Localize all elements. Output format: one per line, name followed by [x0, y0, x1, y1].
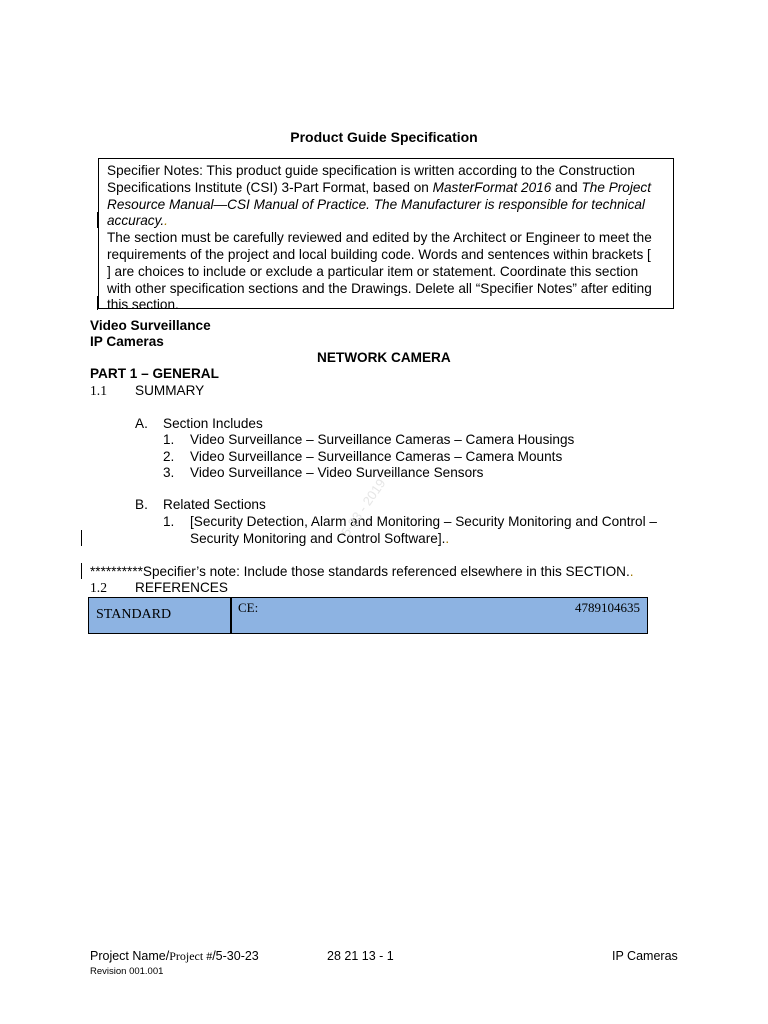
paragraph-letter: A.	[135, 416, 148, 431]
paragraph-title: Section Includes	[163, 416, 263, 431]
part-heading: PART 1 – GENERAL	[90, 366, 219, 381]
table-cell-code: 4789104635	[575, 600, 640, 615]
footer-revision: Revision 001.001	[90, 966, 164, 977]
specifier-note: **********Specifier’s note: Include those standards referenced elsewhere in this SECTION..	[90, 564, 634, 579]
notes-line: The section must be carefully reviewed and edited by the Architect or Engineer to meet the	[107, 230, 652, 246]
footer-project: Project Name/Project #/5-30-23	[90, 949, 259, 963]
list-item: Video Surveillance – Surveillance Cameras – Camera Mounts	[190, 449, 563, 464]
notes-line: requirements of the project and local building code. Words and sentences within brackets [	[107, 246, 651, 262]
notes-line: Specifications Institute (CSI) 3-Part Format, based on MasterFormat 2016 and The Project	[107, 179, 652, 195]
list-item-number: 2.	[163, 449, 175, 464]
table-cell-ce: CE:	[238, 600, 259, 615]
list-item-number: 1.	[163, 432, 175, 447]
article-title: SUMMARY	[135, 383, 205, 398]
change-bar	[81, 563, 82, 579]
table-cell-text: STANDARD	[96, 607, 172, 622]
change-bar	[81, 530, 82, 546]
notes-line: ] are choices to include or exclude a particular item or statement. Coordinate this section	[107, 263, 639, 279]
notes-line: Specifier Notes: This product guide specification is written according to the Construction	[107, 163, 635, 178]
change-bar	[97, 296, 98, 310]
change-bar	[97, 212, 98, 228]
list-item-number: 3.	[163, 465, 175, 480]
notes-line: with other specification sections and the Drawings. Delete all “Specifier Notes” after editing	[107, 280, 652, 296]
page-title: Product Guide Specification	[290, 129, 478, 145]
notes-line: accuracy..	[107, 213, 168, 229]
watermark: 5-23 - 2019	[338, 475, 389, 540]
paragraph-letter: B.	[135, 497, 148, 512]
doc-header-line: Video Surveillance	[90, 318, 211, 333]
list-item: Security Monitoring and Control Software]..	[190, 531, 450, 546]
specifier-notes-box	[98, 158, 674, 313]
footer-doc-title: IP Cameras	[612, 949, 678, 963]
footer-page-number: 28 21 13 - 1	[327, 949, 394, 963]
table-cell-standard	[89, 598, 232, 633]
list-item-number: 1.	[163, 514, 175, 529]
list-item: [Security Detection, Alarm and Monitoring – Security Monitoring and Control –	[190, 514, 657, 529]
notes-line: this section.	[107, 297, 179, 313]
article-number: 1.1	[90, 383, 107, 398]
article-number: 1.2	[90, 580, 107, 595]
paragraph-title: Related Sections	[163, 497, 266, 512]
list-item: Video Surveillance – Surveillance Cameras – Camera Housings	[190, 432, 575, 447]
article-title: REFERENCES	[135, 580, 228, 595]
doc-header-line: IP Cameras	[90, 334, 164, 349]
references-table	[88, 597, 648, 634]
notes-line: Resource Manual—CSI Manual of Practice. The Manufacturer is responsible for technical	[107, 196, 645, 212]
section-title: NETWORK CAMERA	[317, 350, 451, 365]
list-item: Video Surveillance – Video Surveillance Sensors	[190, 465, 484, 480]
